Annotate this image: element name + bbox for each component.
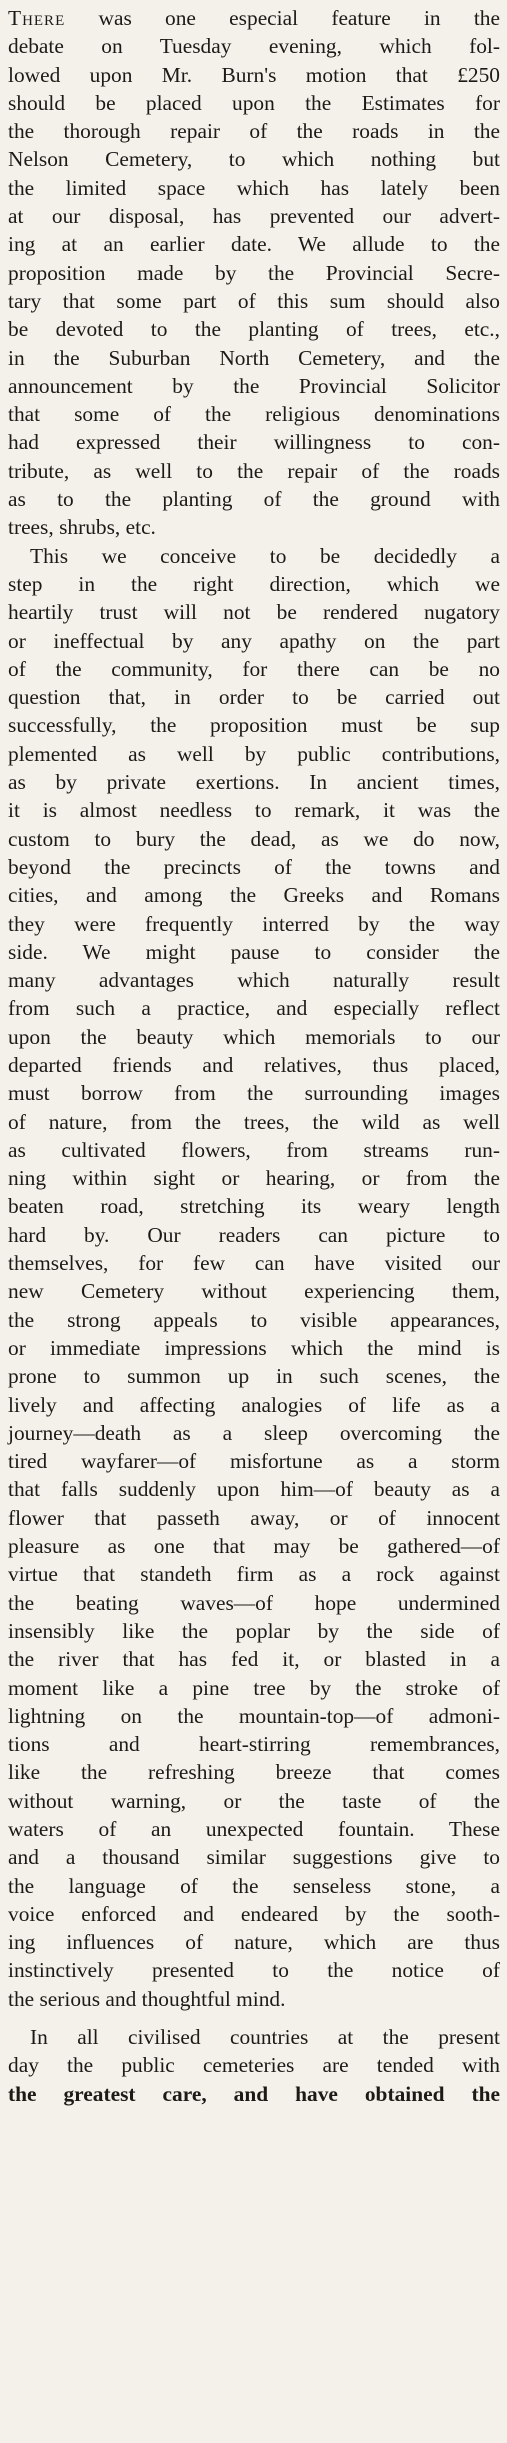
text-line: tribute, as well to the repair of the roads: [8, 458, 500, 483]
text-line: lowed upon Mr. Burn's motion that £250: [8, 62, 500, 87]
text-line: ing influences of nature, which are thus: [8, 1930, 500, 1955]
text-line: custom to bury the dead, as we do now,: [8, 826, 500, 851]
text-line: the beating waves—of hope undermined: [8, 1590, 500, 1615]
paragraph-3: [8, 2023, 500, 2108]
text-line: lightning on the mountain-top—of admoni-: [8, 1703, 500, 1728]
text-line: as cultivated flowers, from streams run-: [8, 1137, 500, 1162]
text-line: side. We might pause to consider the: [8, 939, 500, 964]
text-line: upon the beauty which memorials to our: [8, 1024, 500, 1049]
text-line: the river that has fed it, or blasted in a: [8, 1647, 500, 1672]
text-line: pleasure as one that may be gathered—of: [8, 1534, 500, 1559]
text-line: be devoted to the planting of trees, etc.,: [8, 317, 500, 342]
text-line: that some of the religious denominations: [8, 402, 500, 427]
paragraph-gap: [8, 2013, 500, 2023]
text-line: This we conceive to be decidedly a: [30, 543, 500, 568]
text-line: trees, shrubs, etc.: [8, 515, 156, 540]
text-line: the serious and thoughtful mind.: [8, 1986, 286, 2011]
text-line: moment like a pine tree by the stroke of: [8, 1675, 500, 1700]
text-line: or ineffectual by any apathy on the part: [8, 628, 500, 653]
text-line: question that, in order to be carried out: [8, 685, 500, 710]
text-line: at our disposal, has prevented our advert-: [8, 204, 500, 229]
text-line: Nelson Cemetery, to which nothing but: [8, 147, 500, 172]
text-line: should be placed upon the Estimates for: [8, 90, 500, 115]
text-line: ning within sight or hearing, or from the: [8, 1166, 500, 1191]
text-line: without warning, or the taste of the: [8, 1788, 500, 1813]
text-line: like the refreshing breeze that comes: [8, 1760, 500, 1785]
text-line: the limited space which has lately been: [8, 175, 500, 200]
text-line: insensibly like the poplar by the side of: [8, 1618, 500, 1643]
text-line: or immediate impressions which the mind is: [8, 1335, 500, 1360]
text-line: themselves, for few can have visited our: [8, 1251, 500, 1276]
text-line: departed friends and relatives, thus placed,: [8, 1052, 500, 1077]
paragraph-1: [8, 4, 500, 542]
text-line: waters of an unexpected fountain. These: [8, 1817, 500, 1841]
text-line: step in the right direction, which we: [8, 571, 500, 596]
text-line: from such a practice, and especially reflect: [8, 996, 500, 1021]
text-line: they were frequently interred by the way: [8, 911, 500, 936]
drop-word: There: [8, 6, 66, 30]
text-line: as to the planting of the ground with: [8, 487, 500, 512]
paragraph-2: [8, 542, 500, 2013]
text-line: journey—death as a sleep overcoming the: [8, 1420, 500, 1445]
text-line: instinctively presented to the notice of: [8, 1958, 500, 1983]
text-line: beyond the precincts of the towns and: [8, 854, 500, 879]
text-line: plemented as well by public contributions,: [8, 741, 500, 766]
text-line: announcement by the Provincial Solicitor: [8, 373, 500, 398]
text-line: prone to summon up in such scenes, the: [8, 1364, 500, 1389]
text-line: the greatest care, and have obtained the: [8, 2081, 500, 2106]
text-line: many advantages which naturally result: [8, 968, 500, 993]
text-line: the language of the senseless stone, a: [8, 1873, 500, 1898]
text-line: day the public cemeteries are tended with: [8, 2053, 500, 2078]
line-remainder: was one especial feature in the: [98, 6, 500, 30]
text-line: tired wayfarer—of misfortune as a storm: [8, 1449, 500, 1474]
text-line: the thorough repair of the roads in the: [8, 119, 500, 144]
text-line: cities, and among the Greeks and Romans: [8, 883, 500, 908]
text-line: it is almost needless to remark, it was the: [8, 798, 500, 823]
text-line: new Cemetery without experiencing them,: [8, 1279, 500, 1304]
text-line: must borrow from the surrounding images: [8, 1081, 500, 1106]
text-line: [8, 4, 500, 32]
text-line: flower that passeth away, or of innocent: [8, 1505, 500, 1530]
text-line: hard by. Our readers can picture to: [8, 1222, 500, 1247]
text-line: ing at an earlier date. We allude to the: [8, 232, 500, 257]
text-line: virtue that standeth firm as a rock against: [8, 1562, 500, 1587]
text-line: debate on Tuesday evening, which fol-: [8, 34, 500, 59]
text-line: had expressed their willingness to con-: [8, 430, 500, 455]
text-line: tions and heart-stirring remembrances,: [8, 1732, 500, 1757]
text-line: lively and affecting analogies of life as a: [8, 1392, 500, 1417]
text-line: heartily trust will not be rendered nugatory: [8, 600, 500, 625]
text-line: as by private exertions. In ancient times,: [8, 770, 500, 795]
text-line: in the Suburban North Cemetery, and the: [8, 345, 500, 370]
text-line: of the community, for there can be no: [8, 656, 500, 681]
text-line: beaten road, stretching its weary length: [8, 1194, 500, 1219]
text-line: and a thousand similar suggestions give to: [8, 1845, 500, 1870]
text-line: voice enforced and endeared by the sooth-: [8, 1901, 500, 1926]
text-line: that falls suddenly upon him—of beauty as a: [8, 1477, 500, 1502]
text-line: the strong appeals to visible appearances,: [8, 1307, 500, 1332]
text-line: of nature, from the trees, the wild as well: [8, 1109, 500, 1134]
text-line: tary that some part of this sum should also: [8, 288, 500, 313]
text-line: proposition made by the Provincial Secre-: [8, 260, 500, 285]
text-line: In all civilised countries at the present: [30, 2025, 500, 2050]
text-line: successfully, the proposition must be sup: [8, 713, 500, 738]
